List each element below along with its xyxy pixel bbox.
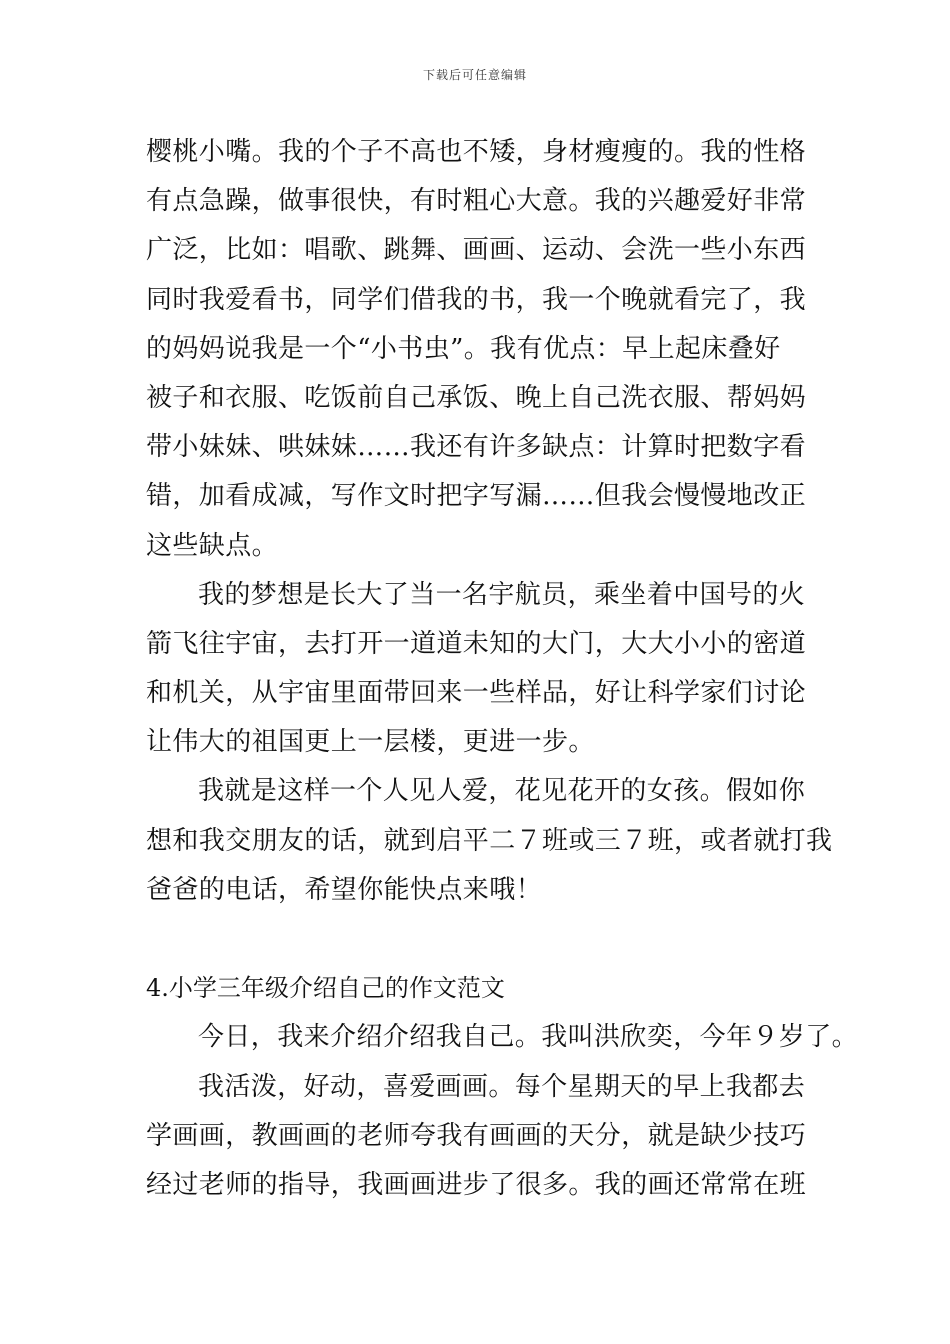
paragraph-self-description <box>146 128 818 571</box>
blank-line <box>146 915 818 964</box>
text-line: 我活泼，好动，喜爱画画。每个星期天的早上我都去 <box>198 1071 806 1102</box>
text-line: 学画画，教画画的老师夸我有画画的天分，就是缺少技巧 <box>146 1120 807 1151</box>
text-line: 樱桃小嘴。我的个子不高也不矮，身材瘦瘦的。我的性格 <box>146 137 807 167</box>
text-line: 带小妹妹、哄妹妹……我还有许多缺点：计算时把数字看 <box>146 432 807 463</box>
document-body <box>146 128 859 1210</box>
text-line: 这些缺点。 <box>146 530 279 561</box>
text-line: 错，加看成减，写作文时把字写漏……但我会慢慢地改正 <box>146 481 807 512</box>
text-line: 的妈妈说我是一个“小书虫”。我有优点：早上起床叠好 <box>146 333 781 364</box>
text-line: 广泛，比如：唱歌、跳舞、画画、运动、会洗一些小东西 <box>146 235 807 266</box>
text-line: 我的梦想是长大了当一名宇航员，乘坐着中国号的火 <box>198 579 806 610</box>
paragraph-introduction <box>146 1013 859 1062</box>
paragraph-closing <box>146 767 833 915</box>
page-header-note: 下载后可任意编辑 <box>422 68 527 82</box>
text-line: 同时我爱看书，同学们借我的书，我一个晚就看完了，我 <box>146 284 807 315</box>
paragraph-dream <box>146 571 818 768</box>
text-line: 想和我交朋友的话，就到启平二７班或三７班，或者就打我 <box>146 825 833 856</box>
text-line: 我就是这样一个人见人爱，花见花开的女孩。假如你 <box>198 776 806 807</box>
text-line: 让伟大的祖国更上一层楼，更进一步。 <box>146 727 595 758</box>
section-title: 4.小学三年级介绍自己的作文范文 <box>146 974 505 1003</box>
text-line: 和机关，从宇宙里面带回来一些样品，好让科学家们讨论 <box>146 678 807 709</box>
text-line: 被子和衣服、吃饭前自己承饭、晚上自己洗衣服、帮妈妈 <box>146 382 807 413</box>
text-line: 今日，我来介绍介绍我自己。我叫洪欣奕，今年９岁了。 <box>198 1022 859 1053</box>
text-line: 经过老师的指导，我画画进步了很多。我的画还常常在班 <box>146 1169 807 1200</box>
text-line: 爸爸的电话，希望你能快点来哦！ <box>146 874 543 905</box>
text-line: 箭飞往宇宙，去打开一道道未知的大门，大大小小的密道 <box>146 628 807 659</box>
text-line: 有点急躁，做事很快，有时粗心大意。我的兴趣爱好非常 <box>146 186 807 217</box>
paragraph-hobby <box>146 1063 818 1211</box>
